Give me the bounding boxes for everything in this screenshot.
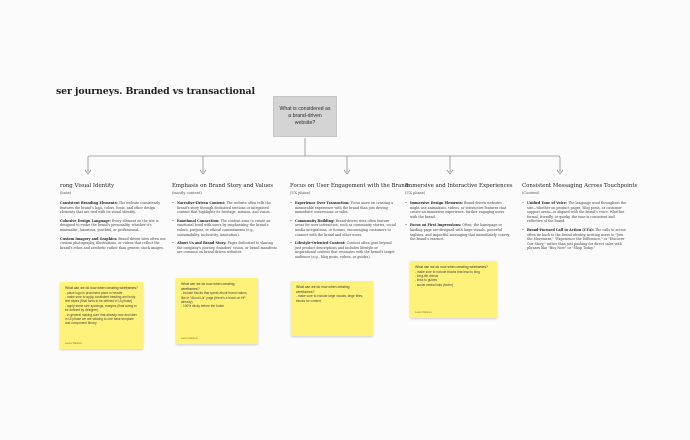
- list-item: • Immersive Design Elements: Brand-driven websites might use animations, videos, or interactive features that create an immersive experience, further engaging users with the brand.: [405, 201, 511, 219]
- column-items: [172, 201, 278, 255]
- column-subtitle: (UX phase): [290, 191, 311, 195]
- sticky-title: What can we do now when creating wireframes?: [181, 282, 235, 291]
- sticky-note[interactable]: [176, 278, 258, 344]
- sticky-author: Laura Vladova: [181, 337, 198, 340]
- column-user-engagement: [290, 183, 409, 264]
- column-title: rong Visual Identity: [60, 183, 115, 189]
- sticky-line: - social media links (footer): [415, 282, 454, 287]
- sticky-line: - make sure to include blocks that lead to blog: [415, 269, 480, 274]
- column-items: [290, 201, 396, 260]
- column-subtitle: (base): [60, 191, 72, 195]
- column-subtitle: (mostly content): [172, 191, 202, 195]
- column-items: [405, 201, 511, 242]
- column-visual-identity: [60, 183, 166, 254]
- list-item: • Emotional Connection: The content aims to create an emotional bond with users by emphasizing the brand's values, purpose, or ethical commitments (e.g., sustainability, inclusivity, innovation).: [172, 219, 278, 237]
- sticky-line: - 100% sticky before the footer: [181, 304, 225, 309]
- sticky-title: What can we do now when creating wireframes?: [296, 285, 350, 294]
- sticky-line: - links to guides: [415, 278, 438, 283]
- sticky-author: Laura Vladova: [65, 342, 82, 345]
- list-item: • Narrative-Driven Content: The website often tells the brand's story through dedicated sections or integrated content that highlights its heritage, mission, and vision.: [172, 201, 278, 215]
- sticky-title: What can we do now when creating wireframes?: [65, 286, 138, 290]
- sticky-author: Laura Vladova: [415, 311, 432, 314]
- column-title: Consistent Messaging Across Touchpoints: [522, 183, 638, 189]
- column-title: Emphasis on Brand Story and Values: [172, 183, 274, 189]
- list-item: • Experience Over Transaction: Focus more on creating a memorable experience with the brand than just driving immediate conversions or sales.: [290, 201, 396, 215]
- sticky-line: - include blocks that speak about brand values, like ie "About Us" page (there's a block on HP already): [181, 291, 248, 304]
- column-immersive: [405, 183, 511, 246]
- column-title: Focus on User Engagement with the Brand: [290, 183, 409, 189]
- column-items: [60, 201, 166, 250]
- column-items: [522, 201, 628, 251]
- list-item: • Lifestyle-Oriented Content: Content often goes beyond just product descriptions and includes lifestyle or inspirational content that resonates with the brand's target audience (e.g., blog posts, videos, or guides).: [290, 241, 396, 259]
- list-item: • Focus on First Impressions: Often, the homepage or landing page are designed with large visuals, powerful taglines, and impactful messaging that immediately convey the brand's essence.: [405, 223, 511, 241]
- list-item: Cohesive Design Language: Every element on the site is designed to evoke the brand's personality, whether it's minimalist, luxurious, youthful, or professional.: [60, 218, 159, 232]
- list-item: Consistent Branding Elements: The website consistently features the brand's logo, colors, fonts, and other design elements that are tied with its visual identity.: [60, 201, 161, 215]
- list-item: • Community Building: Brand-driven sites often feature areas for user interaction, such as community stories, social media integrations, or forums, encouraging customers to connect with the brand and other users.: [290, 219, 396, 237]
- sticky-line: - long-tile videos: [415, 274, 439, 278]
- list-item: • Unified Tone of Voice: The language used throughout the site—whether on product pages, blog posts, or customer support areas—is aligned with the brand's voice. Whether formal, friendly, or quirky, the tone is consistent and reflective of the brand.: [522, 201, 628, 224]
- root-question-node[interactable]: What is considered as a brand-driven website?: [273, 96, 337, 137]
- sticky-line: - make sure to include large visuals, large titles, blocks for content: [296, 294, 364, 303]
- list-item: • About Us and Brand Story: Pages dedicated to sharing the company's journey, founders' vision, or brand manifesto are common on brand-driven websites.: [172, 241, 278, 255]
- sticky-line: - make sure to apply consistent heading and body text styles (final fonts to be defined in UI phase): [65, 295, 136, 304]
- sticky-line: - place logo in prominent place in header: [65, 290, 123, 295]
- sticky-note[interactable]: [60, 282, 143, 349]
- connector-bar: [88, 156, 560, 158]
- column-subtitle: (Content): [522, 191, 540, 195]
- sticky-line: - apply same size spacings, margins (final sizing to be defined by designer): [65, 303, 137, 313]
- list-item: • Brand-Focused Call to Action (CTA): The calls to action often tie back to the brand identity, inviting users to "Join the Movement," "Experience the Difference," or "Discover Our Story," rather than just pushing for direct sales with phrases like "Buy Now" or "Shop Today.": [522, 228, 628, 251]
- sticky-line: - in general making sure that already now and later in UI phase we are sticking to one base template and component library: [65, 312, 137, 326]
- sticky-note[interactable]: [291, 281, 373, 336]
- list-item: Custom Imagery and Graphics: Brand-driven sites often use custom photography, illustrations, or videos that reflect the brand's ethos and aesthetic rather than generic stock images.: [60, 236, 166, 250]
- sticky-title: What can we do now when creating wireframes?: [415, 265, 488, 269]
- sticky-note[interactable]: [410, 261, 497, 318]
- page-title: ser journeys. Branded vs transactional: [56, 86, 255, 97]
- column-subtitle: (UX phase): [405, 191, 426, 195]
- column-messaging: [522, 183, 638, 255]
- column-brand-story: [172, 183, 278, 259]
- column-title: Immersive and Interactive Experiences: [405, 183, 513, 189]
